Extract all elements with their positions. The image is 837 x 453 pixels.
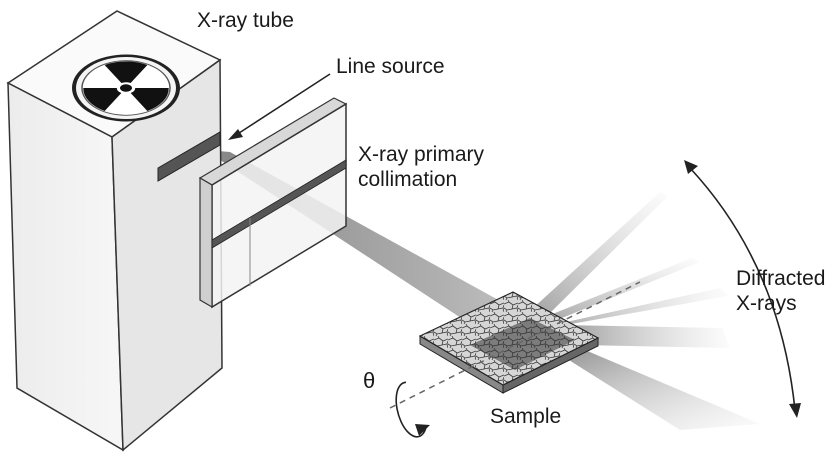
- primary-collimation-label-line1: X-ray primary: [358, 143, 485, 166]
- rotation-arrow-icon: [391, 380, 430, 440]
- diffracted-beam-5: [545, 345, 760, 430]
- primary-collimation-label: [358, 142, 484, 192]
- radiation-hazard-icon: [74, 56, 178, 120]
- diffracted-xrays-label: [736, 266, 826, 316]
- primary-collimation-label-line2: collimation: [358, 168, 458, 191]
- xray-tube-label: X-ray tube: [197, 9, 294, 32]
- diffracted-beams: [520, 192, 760, 430]
- collimator-side-edge: [200, 178, 212, 307]
- line-source-label: Line source: [336, 55, 445, 78]
- tube-front-face: [8, 83, 123, 450]
- diffracted-label-line1: Diffracted: [736, 267, 826, 290]
- sample-label: Sample: [490, 405, 562, 428]
- theta-label: θ: [363, 368, 376, 393]
- primary-collimator: [200, 98, 346, 307]
- diffracted-label-line2: X-rays: [736, 292, 797, 315]
